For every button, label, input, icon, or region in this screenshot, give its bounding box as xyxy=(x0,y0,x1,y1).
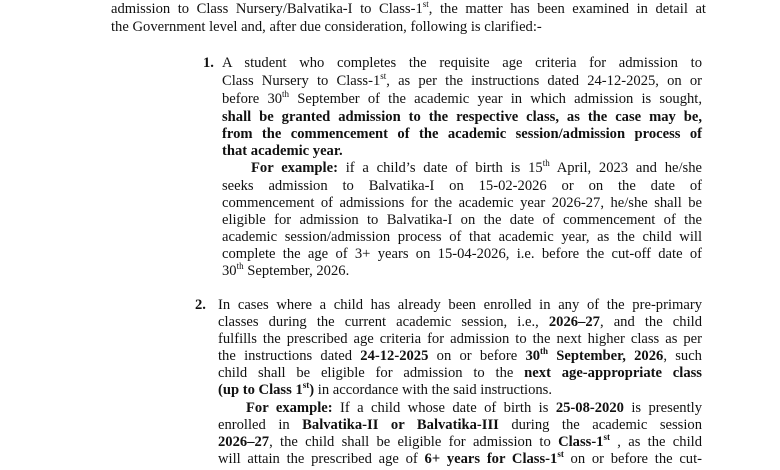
item-1-line: before 30th September of the academic year in which admission is sought, xyxy=(222,89,702,107)
item-1-line: A student who completes the requisite age criteria for admission to xyxy=(222,55,702,71)
item-1-example-line: academic session/admission process of that academic year, as the child will xyxy=(222,229,702,245)
item-1-example-line: For example: if a child’s date of birth is 15th April, 2023 and he/she xyxy=(251,158,702,176)
item-1-example-line: commencement of admissions for the academic year 2026-27, he/she shall be xyxy=(222,195,702,211)
item-1-line: that academic year. xyxy=(222,143,343,159)
item-2-line: (up to Class 1st) in accordance with the said instructions. xyxy=(218,380,553,398)
item-1-example-line: seeks admission to Balvatika-I on 15-02-2026 or on the date of xyxy=(222,178,702,194)
item-2-example-line: 2026–27, the child shall be eligible for admission to Class-1st , as the child xyxy=(218,432,702,450)
item-1-example-label: For example: xyxy=(251,160,338,176)
item-2-line: the instructions dated 24-12-2025 on or before 30th September, 2026, such xyxy=(218,346,702,364)
item-1-line: Class Nursery to Class-1st, as per the instructions dated 24-12-2025, on or xyxy=(222,71,702,89)
item-1-line: shall be granted admission to the respective class, as the case may be, xyxy=(222,109,702,125)
item-1-number: 1. xyxy=(203,55,214,71)
intro-line-1: admission to Class Nursery/Balvatika-I to Class-1st, the matter has been examined in detail at xyxy=(111,0,706,17)
item-2-example-line: enrolled in Balvatika-II or Balvatika-III during the academic session xyxy=(218,417,702,433)
item-1-example-line: complete the age of 3+ years on 15-04-2026, i.e. before the cut-off date of xyxy=(222,246,702,262)
item-2-line: classes during the current academic session, i.e., 2026–27, and the child xyxy=(218,314,702,330)
item-2-line: fulfills the prescribed age criteria for admission to the next higher class as per xyxy=(218,331,702,347)
item-2-example-line: For example: If a child whose date of birth is 25-08-2020 is presently xyxy=(246,400,703,416)
item-2-line: In cases where a child has already been enrolled in any of the pre-primary xyxy=(218,297,702,313)
item-2-example-line: will attain the prescribed age of 6+ years for Class-1st on or before the cut- xyxy=(218,449,703,467)
intro-line-2: the Government level and, after due consideration, following is clarified:- xyxy=(111,19,542,35)
item-1-example-line: eligible for admission to Balvatika-I on the date of commencement of the xyxy=(222,212,702,228)
item-1-example-line: 30th September, 2026. xyxy=(222,261,350,279)
item-2-line: child shall be eligible for admission to the next age-appropriate class xyxy=(218,365,702,381)
item-2-number: 2. xyxy=(195,297,206,313)
item-1-line: from the commencement of the academic session/admission process of xyxy=(222,126,702,142)
item-2-example-label: For example: xyxy=(246,400,333,416)
